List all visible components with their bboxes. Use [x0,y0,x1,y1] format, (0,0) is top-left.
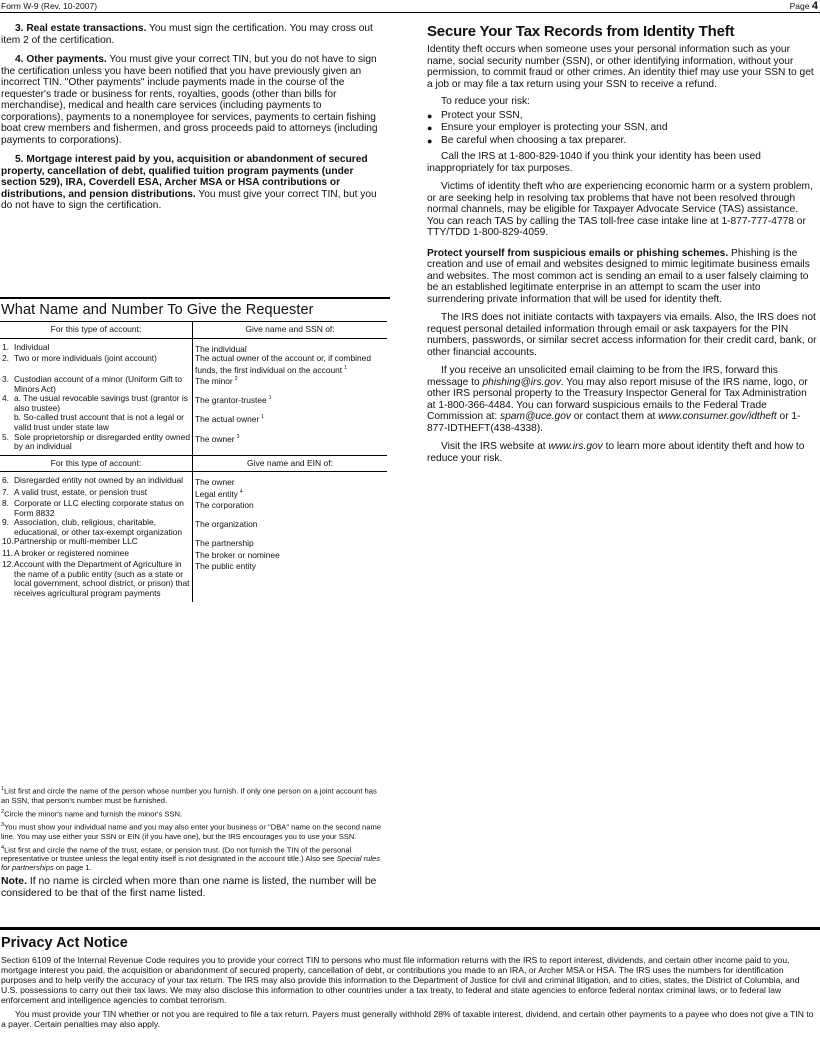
p8-text-b: to learn more about identity theft and how to reduce your risk. [427,441,805,464]
row-number [0,413,14,432]
page-indicator [790,0,818,12]
footnote-italic: Special rules for partnerships [1,854,381,873]
idtheft-url-link[interactable]: www.consumer.gov/idtheft [658,411,777,422]
irs-url-link[interactable]: www.irs.gov [548,441,603,452]
header-account-type: For this type of account: [0,322,193,339]
footnote-text: List first and circle the name of the person whose number you furnish. If only one person on a joint account has an SSN, that person's number must be furnished. [1,786,377,805]
header-give-ein: Give name and EIN of: [193,455,388,472]
footnote-marker: 3 [1,822,5,829]
note-title: Note. [1,876,27,888]
give-name-cell [193,488,388,499]
right-column [427,23,817,464]
p7-text-c: or contact them at [570,411,659,422]
account-type-cell: a. The usual revocable savings trust (grantor is also trustee) [14,394,193,413]
give-name-text: The minor [195,375,233,386]
give-name-cell [193,560,388,598]
give-name-text: The actual owner of the account or, if combined funds, the first individual on the account [195,352,371,375]
give-name-cell [193,537,388,548]
footnote-ref: 4 [239,488,243,495]
section-rule [0,297,390,299]
give-name-text: The broker or nominee [195,549,280,560]
item-4-body: You must give your correct TIN, but you do not have to sign the certification unless you have been notified that you have previously given an incorrect TIN. "Other payments" include payments made in the course of the requester's trade or business for rents, royalties, goods (other than bills for merchandise), medical and health care services (including payments to corporations), payments to a nonemployee for services, payments to certain fishing boat crew members and fishermen, and gross proceeds paid to attorneys (including payments to corporations). [1,54,378,146]
privacy-p2: You must provide your TIN whether or not you are required to file a tax return. Payers must generally withhold 28% of taxable interest, dividend, and certain other payments to a payee who does not give a TIN to a payer. Certain penalties may also apply. [1,1009,814,1029]
header-account-type-2: For this type of account: [0,455,193,472]
table-spacer [0,599,387,602]
name-number-title: What Name and Number To Give the Requester [1,302,314,318]
phishing-body: Phishing is the creation and use of email and websites designed to mimic legitimate business emails and websites. The most common act is sending an email to a user falsely claiming to be an established legitimate enterprise in an attempt to scam the user into surrendering private information that will be used for identity theft. [427,247,810,305]
give-name-text: The organization [195,519,258,530]
item-5-title: 5. Mortgage interest paid by you, acquisition or abandonment of secured property, cancellation of debt, qualified tuition program payments (under section 529), IRA, Coverdell ESA, Archer MSA or HSA contributions or distributions, and pension distributions. [1,154,368,200]
p8-text-a: Visit the IRS website at [441,441,549,452]
account-type-cell: Custodian account of a minor (Uniform Gift to Minors Act) [14,375,193,394]
give-name-text: The grantor-trustee [195,394,267,405]
give-name-text: The corporation [195,499,254,510]
give-name-cell [193,338,388,354]
row-number: 8. [2,498,9,509]
identity-p4: Victims of identity theft who are experiencing economic harm or a system problem, or are seeking help in resolving tax problems that have not been resolved through normal channels, may be eligible for Taxpayer Advocate Service (TAS) assistance. You can reach TAS by calling the TAS toll-free case intake line at 1-877-777-4778 or TTY/TDD 1-800-829-4059. [427,181,813,238]
list-item: ● Be careful when choosing a tax preparer. [427,135,817,148]
table-row [0,338,387,354]
p7-text-b: . You may also report misuse of the IRS name, logo, or other IRS personal property to the Treasury Inspector General for Tax Administration at 1-800-366-4484. You can forward suspicious emails to the Federal Trade Commission at: [427,376,808,422]
ssn-table-body [0,322,387,456]
row-number: 10. [2,536,14,547]
give-name-cell [193,375,388,394]
row-number: 12. [2,559,14,570]
account-type-cell: Association, club, religious, charitable, educational, or other tax-exempt organization [14,518,193,537]
row-number: 4. [2,393,9,404]
name-number-table [0,321,387,602]
row-number: 6. [2,475,9,486]
account-type-cell: Account with the Department of Agriculture in the name of a public entity (such as a state or local government, school district, or prison) that receives agricultural program payments [14,560,193,598]
spam-email-link[interactable]: spam@uce.gov [500,411,571,422]
footnote-marker: 2 [1,808,5,815]
privacy-p1: Section 6109 of the Internal Revenue Code requires you to provide your correct TIN to persons who must file information returns with the IRS to report interest, dividends, and certain other income paid to you, mortgage interest you paid, the acquisition or abandonment of secured property, cancellation of debt, or contributions you made to an IRA, or Archer MSA or HSA. The IRS uses the numbers for identification purposes and to help verify the accuracy of your tax return. The IRS may also provide this information to the Department of Justice for civil and criminal litigation, and to cities, states, the District of Columbia, and U.S. possessions to carry out their tax laws. We may also disclose this information to other countries under a tax treaty, to federal and state agencies to enforce federal nontax criminal laws, or to federal law enforcement and intelligence agencies to combat terrorism. [1,955,800,1005]
form-label: Form W-9 (Rev. 10-2007) [1,1,98,11]
item-5-body: You must give your correct TIN, but you do not have to sign the certification. [1,188,377,211]
identity-p5 [427,248,817,306]
item-4-paragraph [1,54,386,146]
row-number: 3. [2,373,9,384]
give-name-cell [193,394,388,413]
footnote [1,785,386,805]
item-5-paragraph [1,154,386,212]
row-number: 1. [2,341,9,352]
give-name-cell [193,549,388,560]
give-name-cell [193,499,388,518]
p7-text-d: or 1-877-IDTHEFT(438-4338). [427,411,801,434]
identity-p1: Identity theft occurs when someone uses your personal information such as your name, social security number (SSN), or other identifying information, without your permission, to commit fraud or other crimes. An identity thief may use your SSN to get a job or may file a tax return using your SSN to receive a refund. [427,44,814,90]
identity-p8 [427,441,817,464]
give-name-text: The public entity [195,561,256,572]
account-type-cell: b. So-called trust account that is not a legal or valid trust under state law [14,413,193,432]
account-type-cell: Two or more individuals (joint account) [14,354,193,375]
item-3-title: 3. Real estate transactions. [15,23,147,34]
table-row [0,433,387,452]
item-4-title: 4. Other payments. [15,54,107,65]
table-row [0,375,387,394]
identity-p3: Call the IRS at 1-800-829-1040 if you think your identity has been used inappropriately for tax purposes. [427,151,761,174]
table-row [0,354,387,375]
footnote [1,844,386,873]
footnotes [1,785,386,900]
risk-list [427,110,817,148]
footnote [1,808,386,819]
ein-table-body [0,455,387,601]
account-type-cell: Corporate or LLC electing corporate status on Form 8832 [14,499,193,518]
note-paragraph [1,876,386,900]
row-number: 7. [2,486,9,497]
give-name-text: The owner [195,433,235,444]
phishing-title: Protect yourself from suspicious emails or phishing schemes. [427,247,729,259]
give-name-cell [193,413,388,432]
footnote-text: Circle the minor's name and furnish the minor's SSN. [4,809,183,819]
privacy-rule [0,927,820,930]
give-name-text: The owner [195,477,235,488]
row-number: 9. [2,517,9,528]
footnote [1,821,386,841]
footnote-ref: 2 [234,375,238,382]
phishing-email-link[interactable]: phishing@irs.gov [482,376,561,388]
note-body: If no name is circled when more than one name is listed, the number will be considered to be that of the first name listed. [1,876,377,900]
account-type-cell: Sole proprietorship or disregarded entity owned by an individual [14,433,193,452]
table-row [0,394,387,413]
list-item: ● Ensure your employer is protecting your SSN, and [427,122,817,135]
give-name-text: Legal entity [195,488,238,499]
table-header-ein [0,455,387,472]
name-number-section-title [1,302,314,318]
row-number: 11. [2,547,14,558]
account-type-cell: A valid trust, estate, or pension trust [14,488,193,499]
table-header-ssn [0,322,387,339]
footnote-marker: 1 [1,786,5,792]
footnote-end: on page 1. [53,863,92,873]
table-row [0,518,387,537]
account-type-cell: Partnership or multi-member LLC [14,537,193,548]
row-number: 2. [2,352,9,363]
p7-text-a: If you receive an unsolicited email claiming to be from the IRS, forward this message to [427,365,778,388]
identity-theft-title: Secure Your Tax Records from Identity Theft [427,23,735,40]
spacer-cell [193,599,388,602]
footnote-ref: 3 [236,433,240,440]
footnote-marker: 4 [1,844,5,851]
give-name-text: The individual [195,343,247,354]
item-3-body: You must sign the certification. You may cross out item 2 of the certification. [1,23,373,46]
account-type-cell: A broker or registered nominee [14,549,193,560]
table-row [0,499,387,518]
give-name-cell [193,472,388,488]
left-column [1,23,386,212]
row-number: 5. [2,431,9,442]
give-name-text: The actual owner [195,414,260,425]
privacy-title: Privacy Act Notice [1,935,128,951]
table-row [0,560,387,598]
give-name-cell [193,354,388,375]
identity-p7 [427,365,817,434]
account-type-cell: Individual [14,338,193,354]
page-header [0,0,820,13]
footnote-ref: 1 [261,414,265,421]
identity-p2: To reduce your risk: [441,96,530,107]
give-name-cell [193,518,388,537]
footnote-text: You must show your individual name and you may also enter your business or "DBA" name on the second name line. You may use either your SSN or EIN (if you have one), but the IRS encourages you to use your SSN. [1,822,382,841]
list-item: ● Protect your SSN, [427,110,817,123]
page-number: 4 [811,0,818,12]
footnote-text: List first and circle the name of the trust, estate, or pension trust. (Do not furnish the TIN of the personal representative or trustee unless the legal entity itself is not designated in the account title.) Also see [1,845,352,864]
give-name-cell [193,433,388,452]
account-type-cell: Disregarded entity not owned by an individual [14,472,193,488]
spacer-cell [0,599,193,602]
page-label: Page [789,1,810,11]
table-row [0,472,387,488]
footnote-ref: 1 [268,395,272,402]
footnote-ref: 1 [344,364,347,371]
table-row [0,413,387,432]
identity-p6: The IRS does not initiate contacts with taxpayers via emails. Also, the IRS does not request personal detailed information through email or ask taxpayers for the PIN numbers, passwords, or similar secret access information for their credit card, bank, or other financial accounts. [427,312,817,358]
privacy-section [1,935,817,1029]
header-give-ssn: Give name and SSN of: [193,322,388,339]
item-3-paragraph [1,23,386,46]
give-name-text: The partnership [195,538,254,549]
